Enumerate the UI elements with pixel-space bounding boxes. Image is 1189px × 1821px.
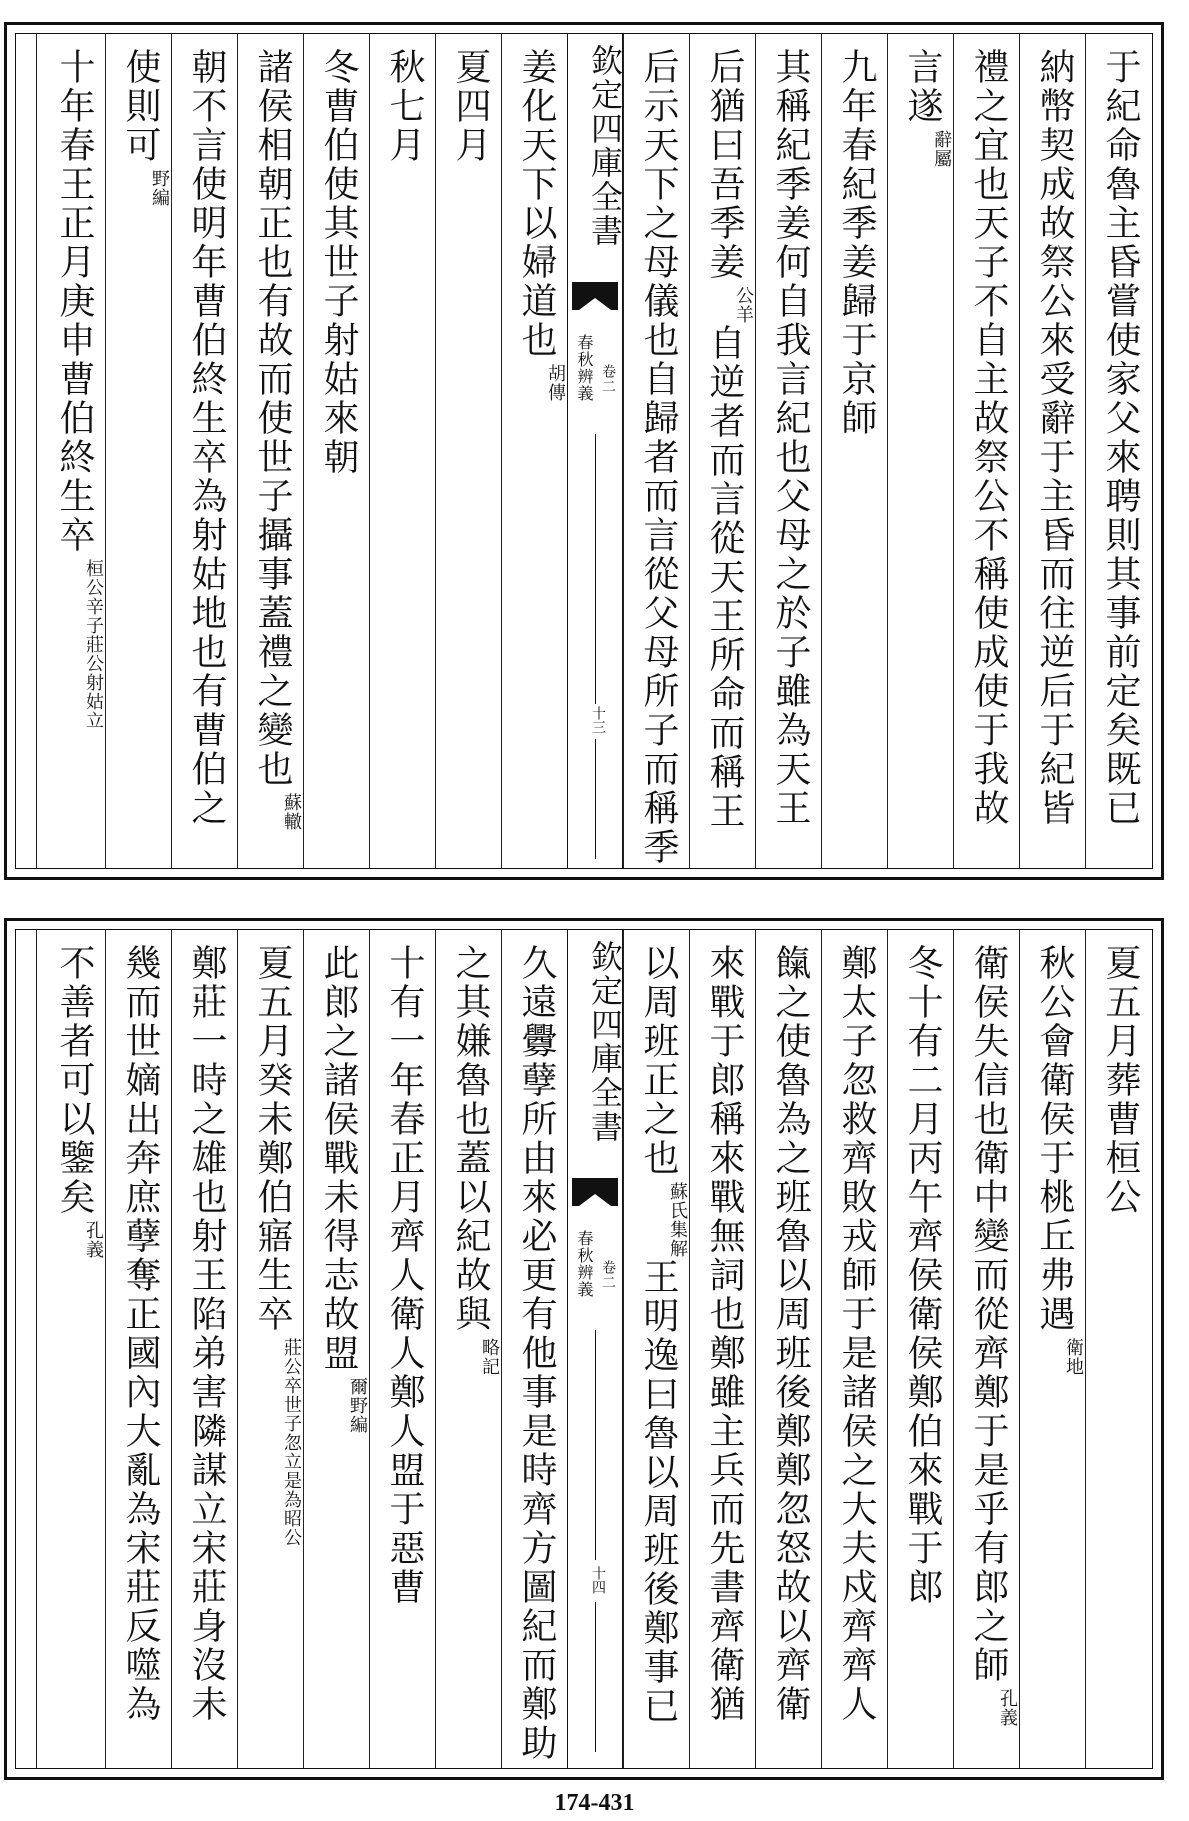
annotation: 辭屬 — [931, 130, 952, 168]
text-column: 九年春紀季姜歸于京師 — [821, 34, 887, 868]
text-column: 秋公會衛侯于桃丘弗遇衛地 — [1019, 930, 1085, 1768]
text-column: 冬曹伯使其世子射姑來朝 — [303, 34, 369, 868]
spine-rule — [595, 739, 596, 859]
text-column: 餼之使魯為之班魯以周班後鄭鄭忽怒故以齊衛 — [755, 930, 821, 1768]
text-column: 姜化天下以婦道也胡傳 — [501, 34, 567, 868]
text-column: 以周班正之也蘇氏集解王明逸曰魯以周班後鄭事已 — [623, 930, 689, 1768]
volume-label: 卷二 — [600, 364, 616, 394]
annotation: 野編 — [149, 169, 170, 207]
text-column: 后示天下之母儀也自歸者而言從父母所子而稱季 — [623, 34, 689, 868]
page-number: 174-431 — [554, 1790, 635, 1816]
annotation: 莊公卒世子忽立是為昭公 — [281, 1338, 302, 1547]
text-column: 夏五月葬曹桓公 — [1085, 930, 1151, 1768]
text-column: 來戰于郎稱來戰無詞也鄭雖主兵而先書齊衛猶 — [689, 930, 755, 1768]
spine-rule — [595, 1602, 596, 1752]
text-column: 于紀命魯主昏嘗使家父來聘則其事前定矣既已 — [1085, 34, 1151, 868]
top-page-frame — [15, 33, 1153, 869]
annotation: 蘇氏集解 — [667, 1182, 688, 1258]
text-column: 幾而世嫡出奔庶孽奪正國內大亂為宋莊反噬為 — [105, 930, 171, 1768]
fish-tail-ornament — [572, 282, 618, 310]
center-spine — [567, 34, 623, 868]
text-column: 鄭莊一時之雄也射王陷弟害隣謀立宋莊身沒未 — [171, 930, 237, 1768]
text-column: 此郎之諸侯戰未得志故盟爾野編 — [303, 930, 369, 1768]
collection-title: 欽定四庫全書 — [586, 44, 624, 248]
text-column: 秋七月 — [369, 34, 435, 868]
center-spine — [567, 930, 623, 1768]
bottom-page — [4, 918, 1164, 1780]
annotation: 衛地 — [1063, 1338, 1084, 1376]
volume-label: 卷二 — [600, 1260, 616, 1290]
annotation: 孔義 — [83, 1221, 104, 1259]
annotation: 略記 — [479, 1338, 500, 1376]
text-column: 諸侯相朝正也有故而使世子攝事蓋禮之變也蘇轍 — [237, 34, 303, 868]
text-column: 鄭太子忽救齊敗戎師于是諸侯之大夫戍齊齊人 — [821, 930, 887, 1768]
text-column: 衛侯失信也衛中變而從齊鄭于是乎有郎之師孔義 — [953, 930, 1019, 1768]
book-title: 春秋辨義 — [575, 1230, 594, 1298]
text-column: 禮之宜也天子不自主故祭公不稱使成使于我故 — [953, 34, 1019, 868]
text-column: 納幣契成故祭公來受辭于主昏而往逆后于紀皆 — [1019, 34, 1085, 868]
collection-title: 欽定四庫全書 — [586, 940, 624, 1144]
text-column: 其稱紀季姜何自我言紀也父母之於子雖為天王 — [755, 34, 821, 868]
text-column: 夏四月 — [435, 34, 501, 868]
text-column: 后猶曰吾季姜公羊自逆者而言從天王所命而稱王 — [689, 34, 755, 868]
text-column: 十有一年春正月齊人衛人鄭人盟于惡曹 — [369, 930, 435, 1768]
text-column: 朝不言使明年曹伯終生卒為射姑地也有曹伯之 — [171, 34, 237, 868]
text-column: 十年春王正月庚申曹伯終生卒桓公辛子莊公射姑立 — [36, 34, 105, 868]
annotation: 爾野編 — [347, 1377, 368, 1434]
text-column: 不善者可以鑒矣孔義 — [36, 930, 105, 1768]
text-column: 之其嫌魯也蓋以紀故與略記 — [435, 930, 501, 1768]
spine-rule — [595, 434, 596, 704]
annotation: 孔義 — [997, 1689, 1018, 1727]
fish-tail-ornament — [572, 1178, 618, 1206]
annotation: 蘇轍 — [281, 793, 302, 831]
leaf-number: 十四 — [590, 1566, 606, 1594]
text-column: 冬十有二月丙午齊侯衛侯鄭伯來戰于郎 — [887, 930, 953, 1768]
leaf-number: 十三 — [590, 706, 606, 734]
text-column: 夏五月癸未鄭伯寤生卒莊公卒世子忽立是為昭公 — [237, 930, 303, 1768]
annotation: 胡傳 — [545, 364, 566, 402]
book-title: 春秋辨義 — [575, 334, 594, 402]
text-column: 使則可野編 — [105, 34, 171, 868]
text-column: 久遠釁孽所由來必更有他事是時齊方圖紀而鄭助 — [501, 930, 567, 1768]
spine-rule — [595, 1330, 596, 1560]
annotation: 公羊 — [733, 286, 754, 324]
top-page — [4, 22, 1164, 880]
annotation: 桓公辛子莊公射姑立 — [83, 559, 104, 730]
text-column: 言遂辭屬 — [887, 34, 953, 868]
bottom-page-frame — [15, 929, 1153, 1769]
